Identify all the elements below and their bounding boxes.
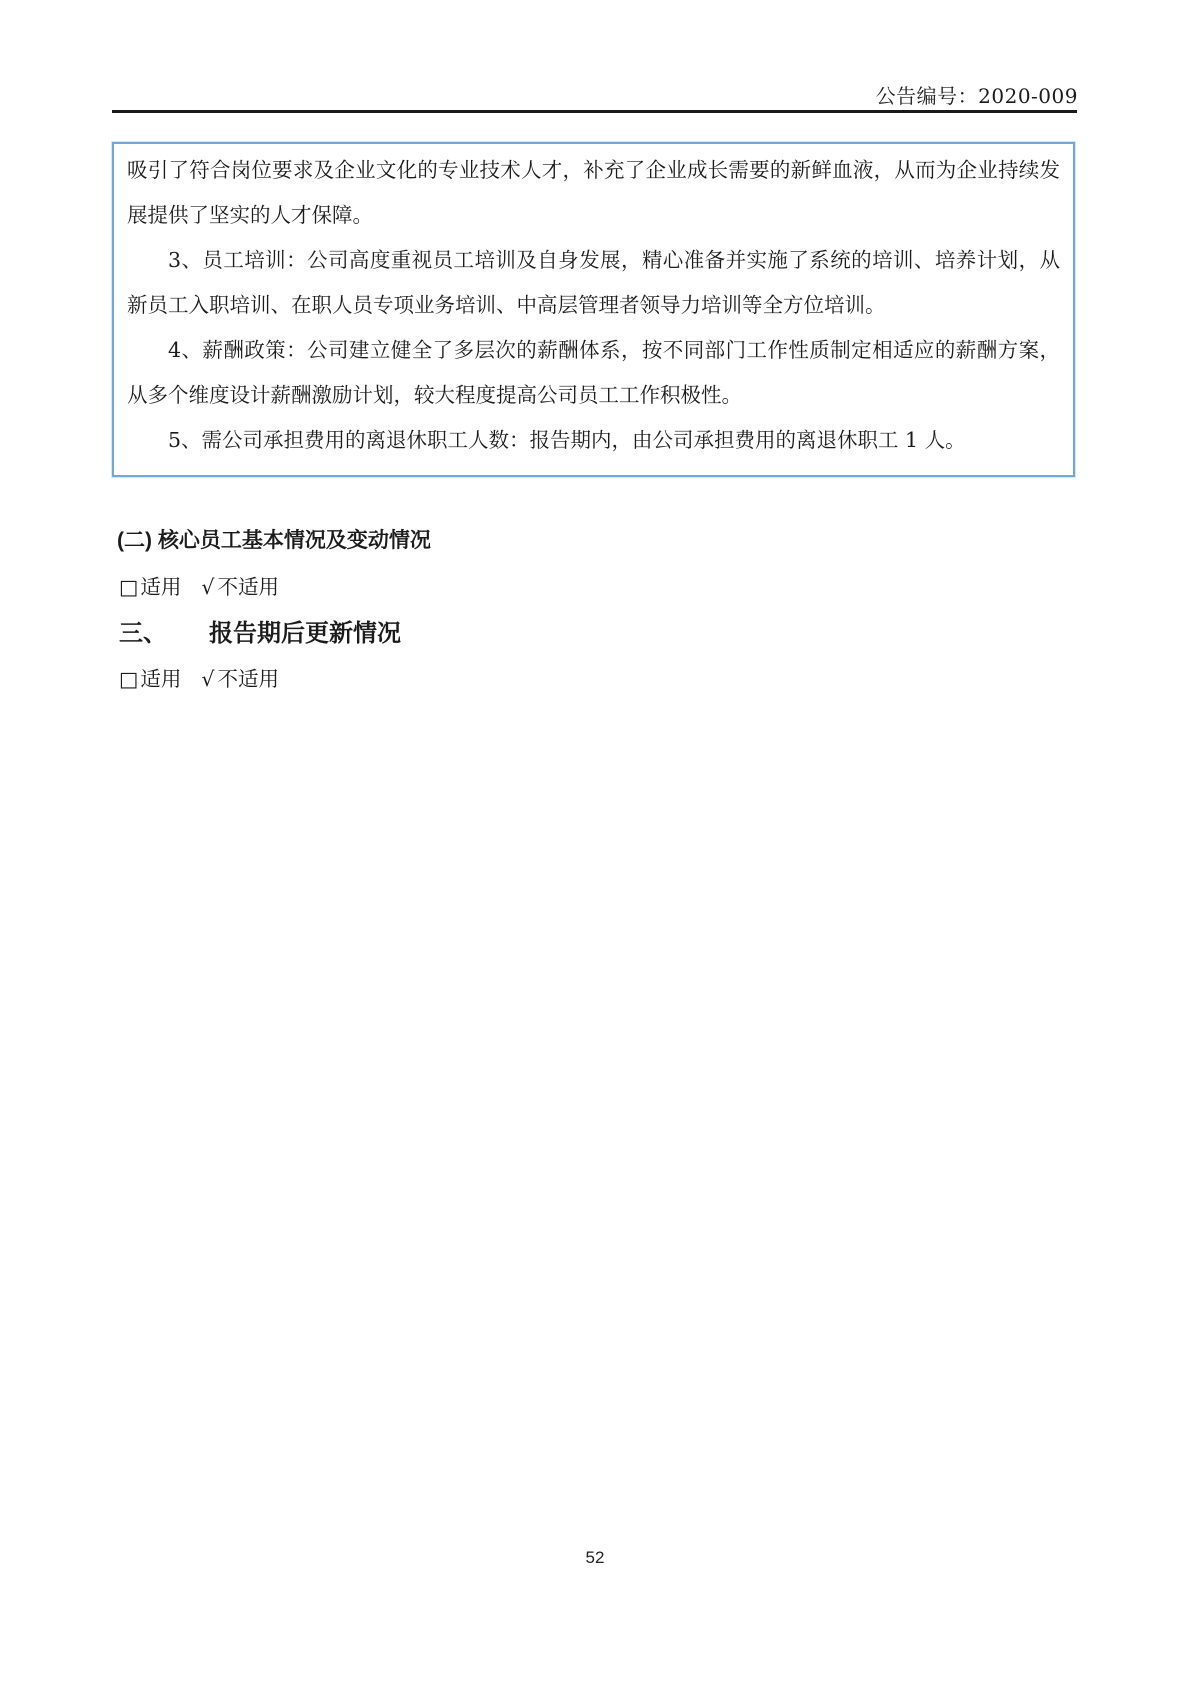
checkbox-empty-icon: □ (119, 575, 139, 599)
section-heading-core-staff: (二) 核心员工基本情况及变动情况 (117, 529, 431, 552)
paragraph-continuation: 吸引了符合岗位要求及企业文化的专业技术人才，补充了企业成长需要的新鲜血液，从而为企业持续发展提供了坚实的人才保障。 (127, 158, 1060, 227)
section-heading-post-report (119, 613, 401, 648)
page-number: 52 (585, 1548, 605, 1567)
highlighted-text-box (112, 142, 1075, 477)
section-title: 报告期后更新情况 (209, 620, 401, 647)
checkmark-icon: √ (201, 575, 215, 599)
paragraph-compensation-policy: 4、薪酬政策：公司建立健全了多层次的薪酬体系，按不同部门工作性质制定相适应的薪酬方案，从多个维度设计薪酬激励计划，较大程度提高公司员工工作积极性。 (127, 338, 1060, 407)
section-number: 三、 (119, 620, 167, 647)
applicable-label: 适用 (140, 575, 182, 599)
header-divider (112, 110, 1077, 113)
checkmark-icon: √ (201, 667, 215, 691)
paragraph-retired-staff: 5、需公司承担费用的离退休职工人数：报告期内，由公司承担费用的离退休职工 1 人。 (168, 428, 966, 452)
paragraph-employee-training: 3、员工培训：公司高度重视员工培训及自身发展，精心准备并实施了系统的培训、培养计划，从新员工入职培训、在职人员专项业务培训、中高层管理者领导力培训等全方位培训。 (127, 248, 1060, 317)
applicability-line-core-staff (119, 570, 279, 600)
applicable-label: 适用 (140, 667, 182, 691)
applicability-line-post-report (119, 662, 279, 692)
not-applicable-label: 不适用 (217, 575, 279, 599)
checkbox-empty-icon: □ (119, 667, 139, 691)
announcement-number: 公告编号：2020-009 (875, 84, 1078, 108)
not-applicable-label: 不适用 (217, 667, 279, 691)
